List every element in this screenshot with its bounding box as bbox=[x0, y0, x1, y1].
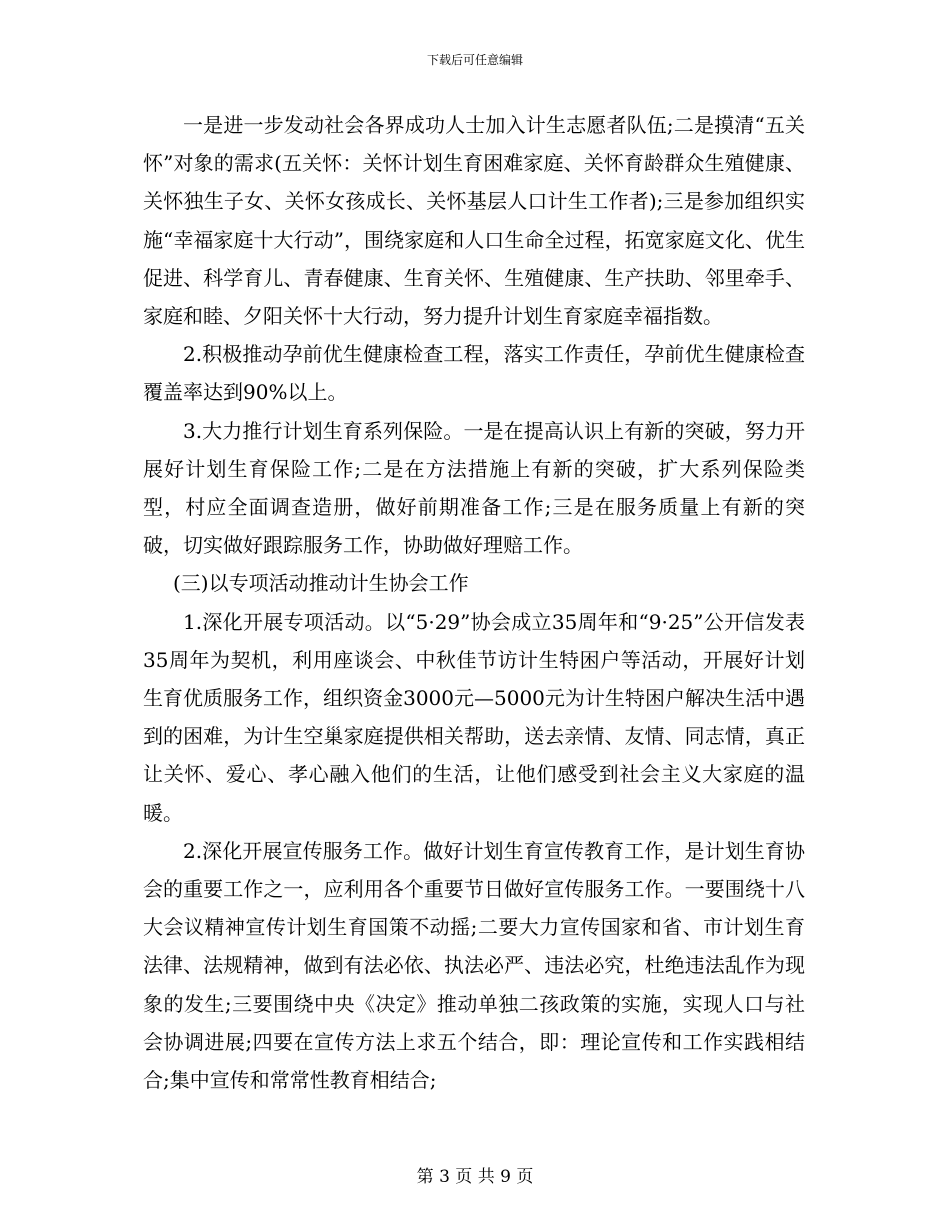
paragraph-insurance: 3.大力推行计划生育系列保险。一是在提高认识上有新的突破，努力开展好计划生育保险工作;二是在方法措施上有新的突破，扩大系列保险类型，村应全面调查造册，做好前期准备工作;三是在服务质量上有新的突破，切实做好跟踪服务工作，协助做好理赔工作。 bbox=[143, 418, 805, 558]
paragraph-special-activities: 1.深化开展专项活动。以“5·29”协会成立35周年和“9·25”公开信发表35周年为契机，利用座谈会、中秋佳节访计生特困户等活动，开展好计划生育优质服务工作，组织资金3000元—5000元为计生特困户解决生活中遇到的困难，为计生空巢家庭提供相关帮助，送去亲情、友情、同志情，真正让关怀、爱心、孝心融入他们的生活，让他们感受到社会主义大家庭的温暖。 bbox=[143, 609, 805, 825]
paragraph-publicity-service: 2.深化开展宣传服务工作。做好计划生育宣传教育工作，是计划生育协会的重要工作之一，应利用各个重要节日做好宣传服务工作。一要围绕十八大会议精神宣传计划生育国策不动摇;二要大力宣传国家和省、市计划生育法律、法规精神，做到有法必依、执法必严、违法必究，杜绝违法乱作为现象的发生;三要围绕中央《决定》推动单独二孩政策的实施，实现人口与社会协调进展;四要在宣传方法上求五个结合，即：理论宣传和工作实践相结合;集中宣传和常常性教育相结合; bbox=[143, 838, 805, 1093]
paragraph-prenatal-check: 2.积极推动孕前优生健康检查工程，落实工作责任，孕前优生健康检查覆盖率达到90%以上。 bbox=[143, 342, 805, 405]
section-heading-special-activities: (三)以专项活动推动计生协会工作 bbox=[173, 571, 469, 596]
document-body bbox=[143, 106, 805, 1099]
paragraph-five-care: 一是进一步发动社会各界成功人士加入计生志愿者队伍;二是摸清“五关怀”对象的需求(五关怀：关怀计划生育困难家庭、关怀育龄群众生殖健康、关怀独生子女、关怀女孩成长、关怀基层人口计生工作者);三是参加组织实施“幸福家庭十大行动”，围绕家庭和人口生命全过程，拓宽家庭文化、优生促进、科学育儿、青春健康、生育关怀、生殖健康、生产扶助、邻里牵手、家庭和睦、夕阳关怀十大行动，努力提升计划生育家庭幸福指数。 bbox=[143, 113, 805, 329]
page-number: 第 3 页 共 9 页 bbox=[416, 1167, 534, 1187]
page-header-note: 下载后可任意编辑 bbox=[426, 53, 523, 67]
